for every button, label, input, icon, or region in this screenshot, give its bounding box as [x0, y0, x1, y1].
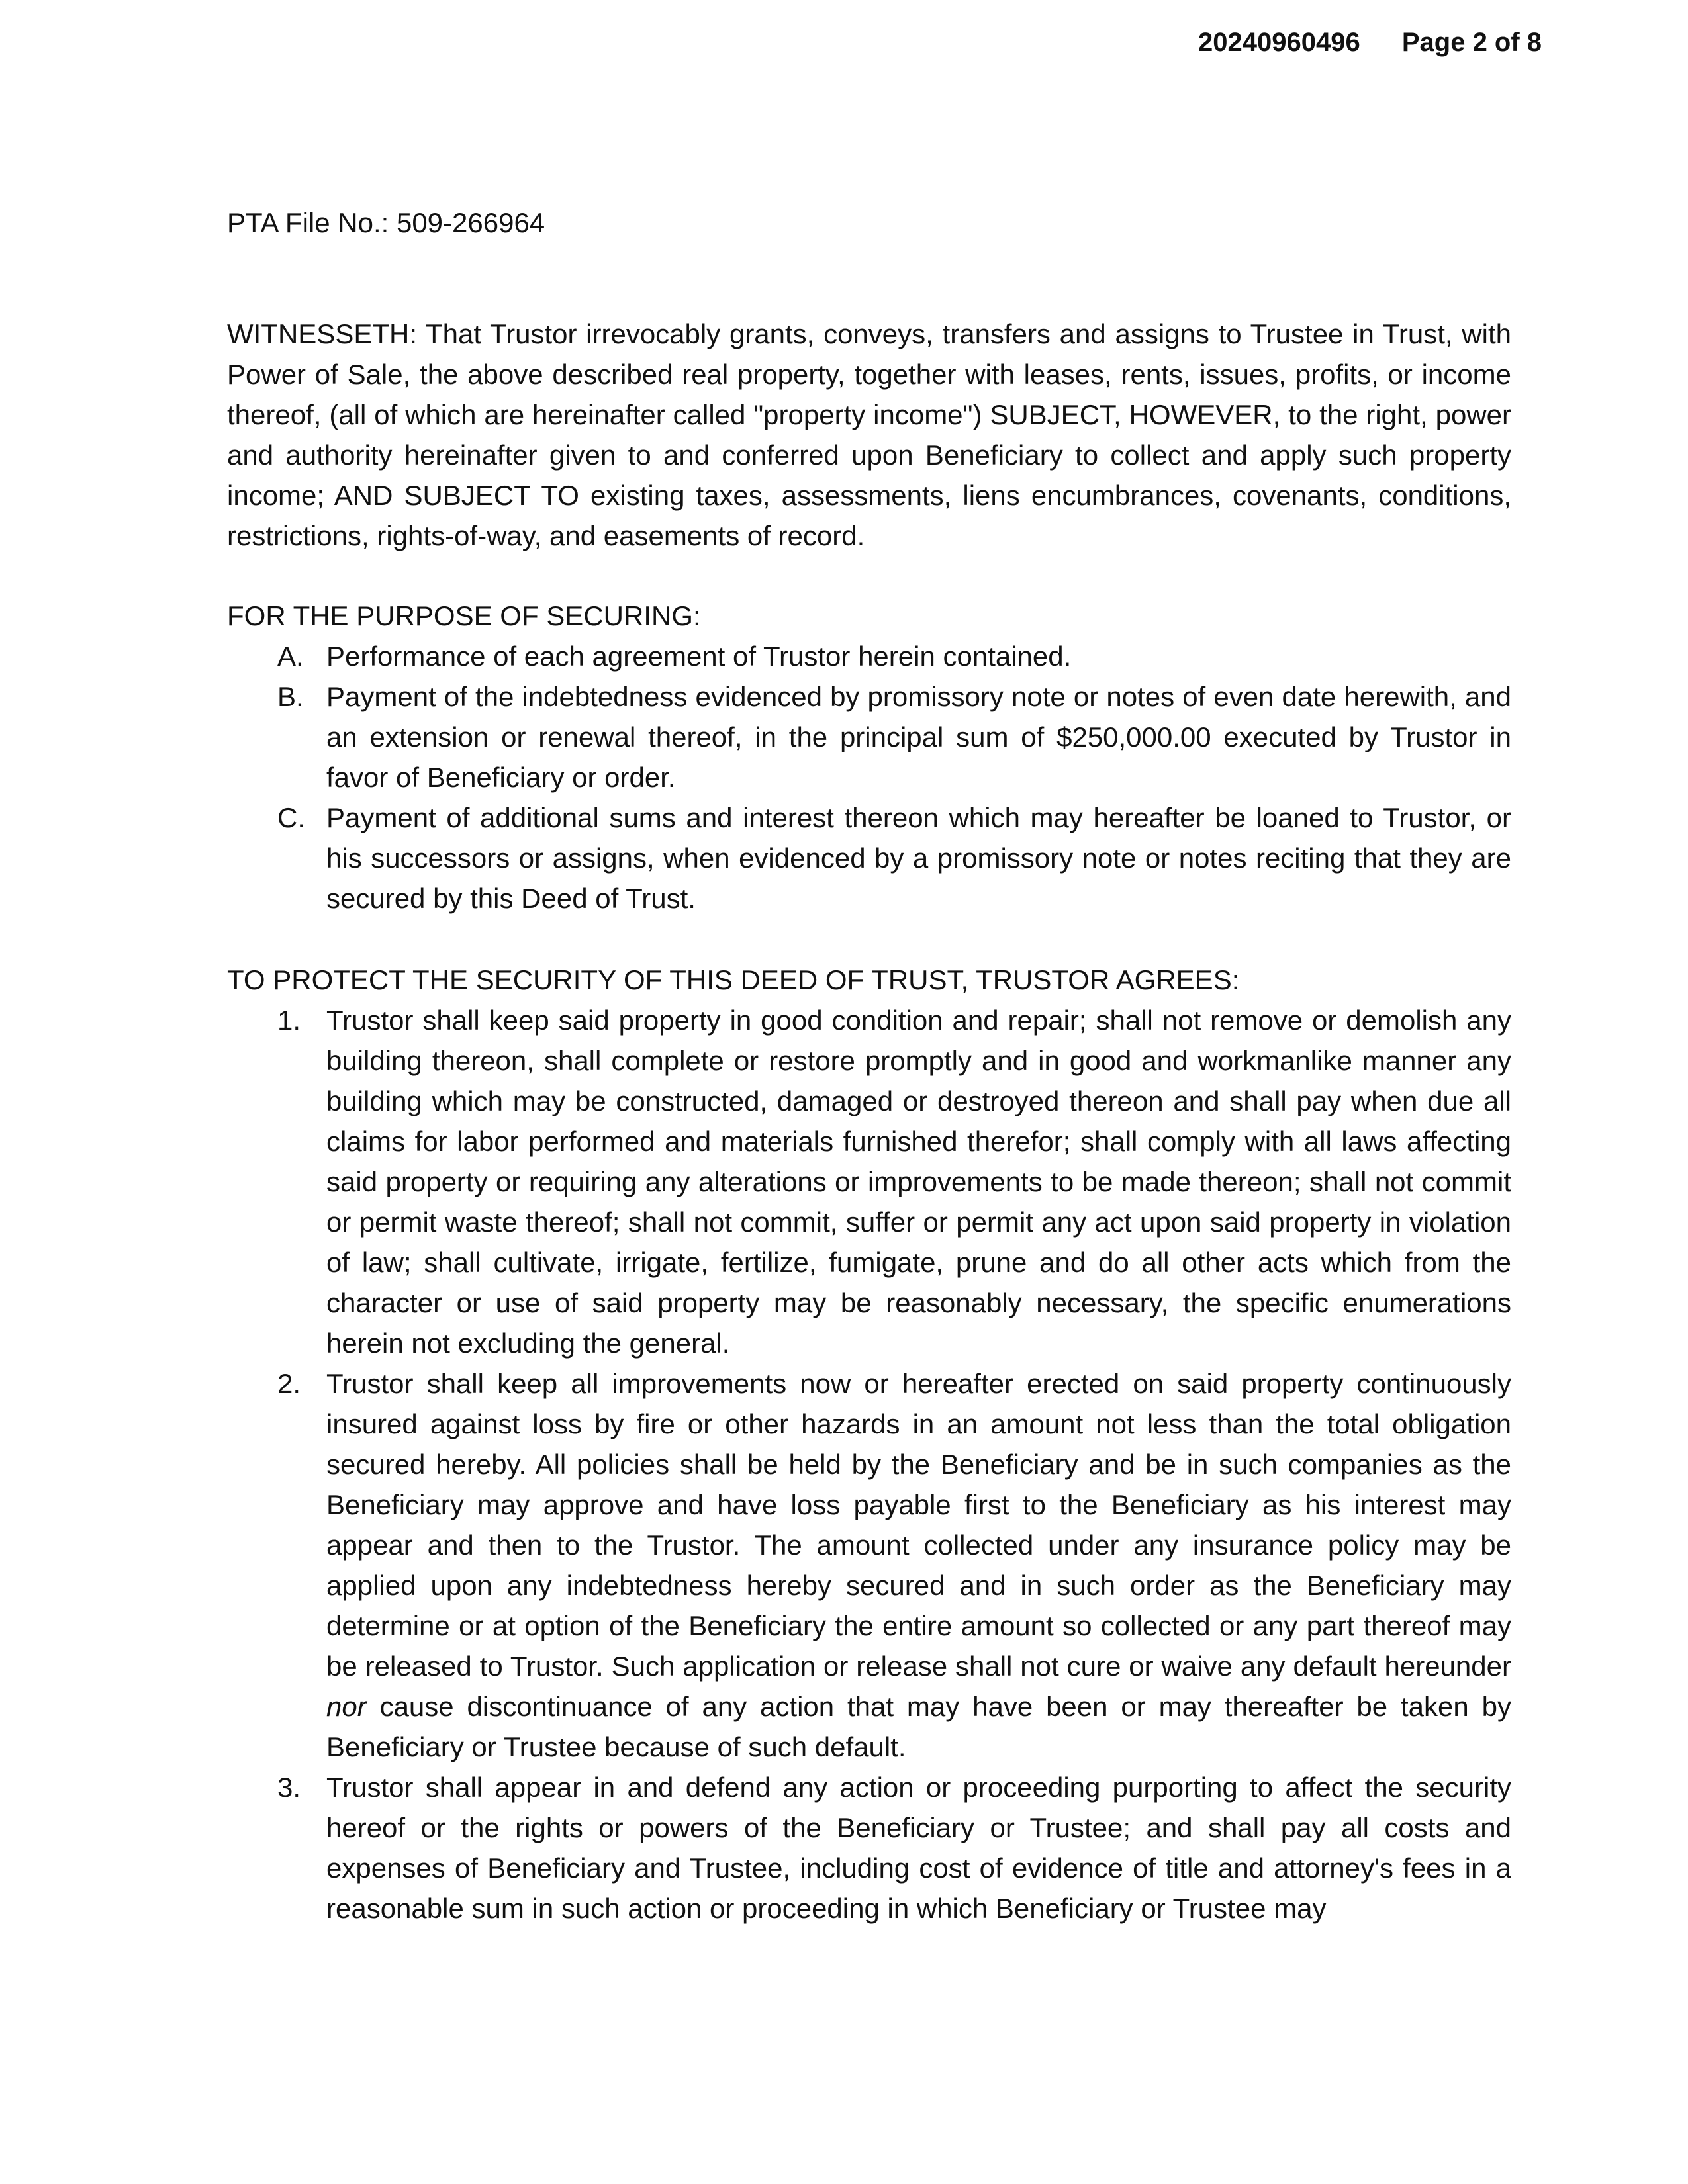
witnesseth-section	[227, 314, 1511, 556]
list-item-text-part: cause discontinuance of any action that may have been or may thereafter be taken by Beneficiary or Trustee because of such default.	[326, 1691, 1511, 1762]
list-item-text: Trustor shall appear in and defend any action or proceeding purporting to affect the security hereof or the rights or powers of the Beneficiary or Trustee; and shall pay all costs and expenses of Beneficiary and Trustee, including cost of evidence of title and attorney's fees in a reasonable sum in such action or proceeding in which Beneficiary or Trustee may	[326, 1772, 1511, 1924]
list-marker: C.	[277, 802, 305, 833]
list-item	[227, 1767, 1511, 1929]
list-marker: B.	[277, 681, 304, 712]
file-number: PTA File No.: 509-266964	[227, 207, 545, 238]
list-item-text: Payment of the indebtedness evidenced by promissory note or notes of even date herewith, and an extension or renewal thereof, in the principal sum of $250,000.00 executed by Trustor in favor of Beneficiary or order.	[326, 681, 1511, 793]
document-number: 20240960496	[1198, 28, 1360, 57]
list-item-text: Performance of each agreement of Trustor herein contained.	[326, 641, 1072, 672]
list-item	[227, 676, 1511, 797]
protect-list	[227, 1000, 1511, 1929]
page-header	[1198, 28, 1595, 58]
securing-section	[227, 596, 1511, 919]
list-marker: 1.	[277, 1005, 301, 1036]
list-marker: 2.	[277, 1368, 301, 1399]
securing-heading: FOR THE PURPOSE OF SECURING:	[227, 600, 701, 631]
witnesseth-paragraph: WITNESSETH: That Trustor irrevocably grants, conveys, transfers and assigns to Trustee in Trust, with Power of Sale, the above described real property, together with leases, rents, issues, profits, or income thereof, (all of which are hereinafter called "property income") SUBJECT, HOWEVER, to the right, power and authority hereinafter given to and conferred upon Beneficiary to collect and apply such property income; AND SUBJECT TO existing taxes, assessments, liens encumbrances, covenants, conditions, restrictions, rights-of-way, and easements of record.	[227, 318, 1511, 551]
securing-list	[227, 636, 1511, 919]
list-item	[227, 636, 1511, 676]
page-number: Page 2 of 8	[1401, 28, 1542, 57]
list-item	[227, 797, 1511, 919]
italic-word: nor	[326, 1691, 367, 1722]
list-item	[227, 1363, 1511, 1767]
protect-heading: TO PROTECT THE SECURITY OF THIS DEED OF TRUST, TRUSTOR AGREES:	[227, 964, 1240, 995]
list-item-text-part: Trustor shall keep all improvements now or hereafter erected on said property continuously insured against loss by fire or other hazards in an amount not less than the total obligation secured hereby. All policies shall be held by the Beneficiary and be in such companies as the Beneficiary may approve and have loss payable first to the Beneficiary as his interest may appear and then to the Trustor. The amount collected under any insurance policy may be applied upon any indebtedness hereby secured and in such order as the Beneficiary may determine or at option of the Beneficiary the entire amount so collected or any part thereof may be released to Trustor. Such application or release shall not cure or waive any default hereunder	[326, 1368, 1511, 1682]
list-marker: A.	[277, 641, 304, 672]
list-item-text: Payment of additional sums and interest thereon which may hereafter be loaned to Trustor, or his successors or assigns, when evidenced by a promissory note or notes reciting that they are secured by this Deed of Trust.	[326, 802, 1511, 914]
protect-section	[227, 960, 1511, 1929]
list-item	[227, 1000, 1511, 1363]
list-item-text: Trustor shall keep said property in good condition and repair; shall not remove or demolish any building thereon, shall complete or restore promptly and in good and workmanlike manner any building which may be constructed, damaged or destroyed thereon and shall pay when due all claims for labor performed and materials furnished therefor; shall comply with all laws affecting said property or requiring any alterations or improvements to be made thereon; shall not commit or permit waste thereof; shall not commit, suffer or permit any act upon said property in violation of law; shall cultivate, irrigate, fertilize, fumigate, prune and do all other acts which from the character or use of said property may be reasonably necessary, the specific enumerations herein not excluding the general.	[326, 1005, 1511, 1359]
list-marker: 3.	[277, 1772, 301, 1803]
list-item-text	[326, 1368, 1511, 1762]
